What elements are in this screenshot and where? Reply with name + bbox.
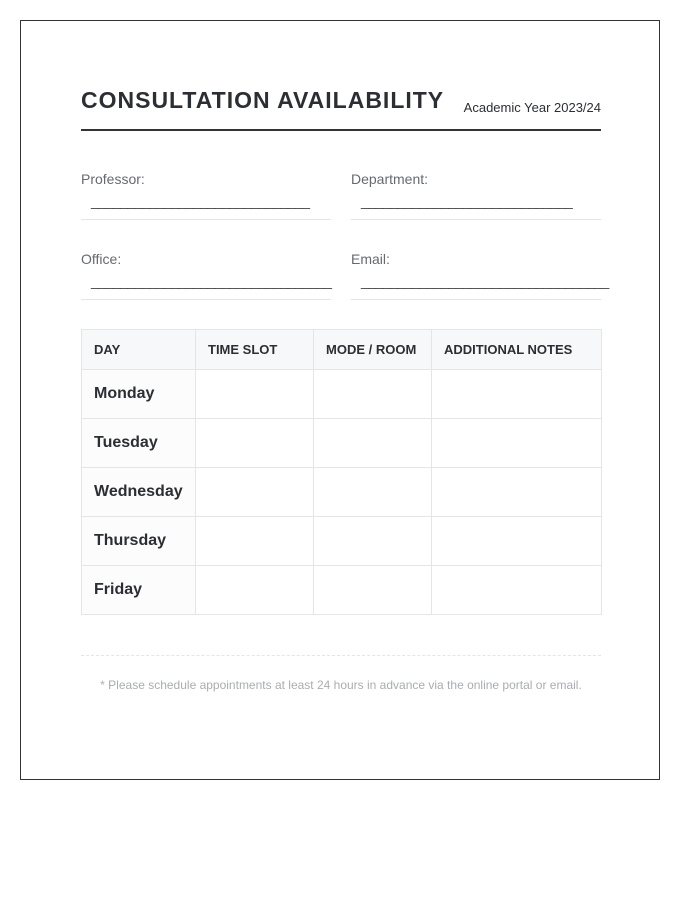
email-field — [351, 243, 609, 300]
notes-cell[interactable] — [432, 566, 602, 615]
professor-field — [81, 163, 331, 220]
time-slot-cell[interactable] — [196, 566, 314, 615]
day-cell-friday: Friday — [82, 566, 196, 615]
day-cell-monday: Monday — [82, 370, 196, 419]
day-cell-thursday: Thursday — [82, 517, 196, 566]
column-header-mode-room: MODE / ROOM — [314, 330, 432, 370]
office-label: Office: — [81, 251, 122, 267]
mode-room-cell[interactable] — [314, 370, 432, 419]
mode-room-cell[interactable] — [314, 419, 432, 468]
time-slot-cell[interactable] — [196, 468, 314, 517]
availability-table — [81, 329, 602, 615]
column-header-day: DAY — [82, 330, 196, 370]
form-header — [81, 85, 601, 131]
day-cell-tuesday: Tuesday — [82, 419, 196, 468]
notes-cell[interactable] — [432, 468, 602, 517]
department-label: Department: — [351, 171, 429, 187]
table-row — [82, 566, 602, 615]
table-row — [82, 517, 602, 566]
office-blank-line[interactable]: _________________________________ — [91, 273, 332, 289]
time-slot-cell[interactable] — [196, 419, 314, 468]
professor-label: Professor: — [81, 171, 145, 187]
department-field — [351, 163, 601, 220]
consultation-form-page — [20, 20, 660, 780]
academic-year-label: Academic Year 2023/24 — [463, 100, 601, 115]
mode-room-cell[interactable] — [314, 566, 432, 615]
table-row — [82, 468, 602, 517]
footnote: * Please schedule appointments at least 24 hours in advance via the online portal or email. — [100, 678, 582, 692]
table-row — [82, 419, 602, 468]
notes-cell[interactable] — [432, 517, 602, 566]
email-blank-line[interactable]: __________________________________ — [361, 273, 609, 289]
email-label: Email: — [351, 251, 390, 267]
day-cell-wednesday: Wednesday — [82, 468, 196, 517]
mode-room-cell[interactable] — [314, 517, 432, 566]
page-title: CONSULTATION AVAILABILITY — [81, 87, 445, 113]
office-field — [81, 243, 331, 300]
column-header-time-slot: TIME SLOT — [196, 330, 314, 370]
department-blank-line[interactable]: _____________________________ — [361, 193, 573, 209]
time-slot-cell[interactable] — [196, 370, 314, 419]
time-slot-cell[interactable] — [196, 517, 314, 566]
mode-room-cell[interactable] — [314, 468, 432, 517]
footer-divider — [81, 655, 601, 656]
notes-cell[interactable] — [432, 370, 602, 419]
table-row — [82, 370, 602, 419]
professor-blank-line[interactable]: ______________________________ — [91, 193, 310, 209]
table-header-row — [82, 330, 602, 370]
column-header-additional-notes: ADDITIONAL NOTES — [432, 330, 602, 370]
notes-cell[interactable] — [432, 419, 602, 468]
